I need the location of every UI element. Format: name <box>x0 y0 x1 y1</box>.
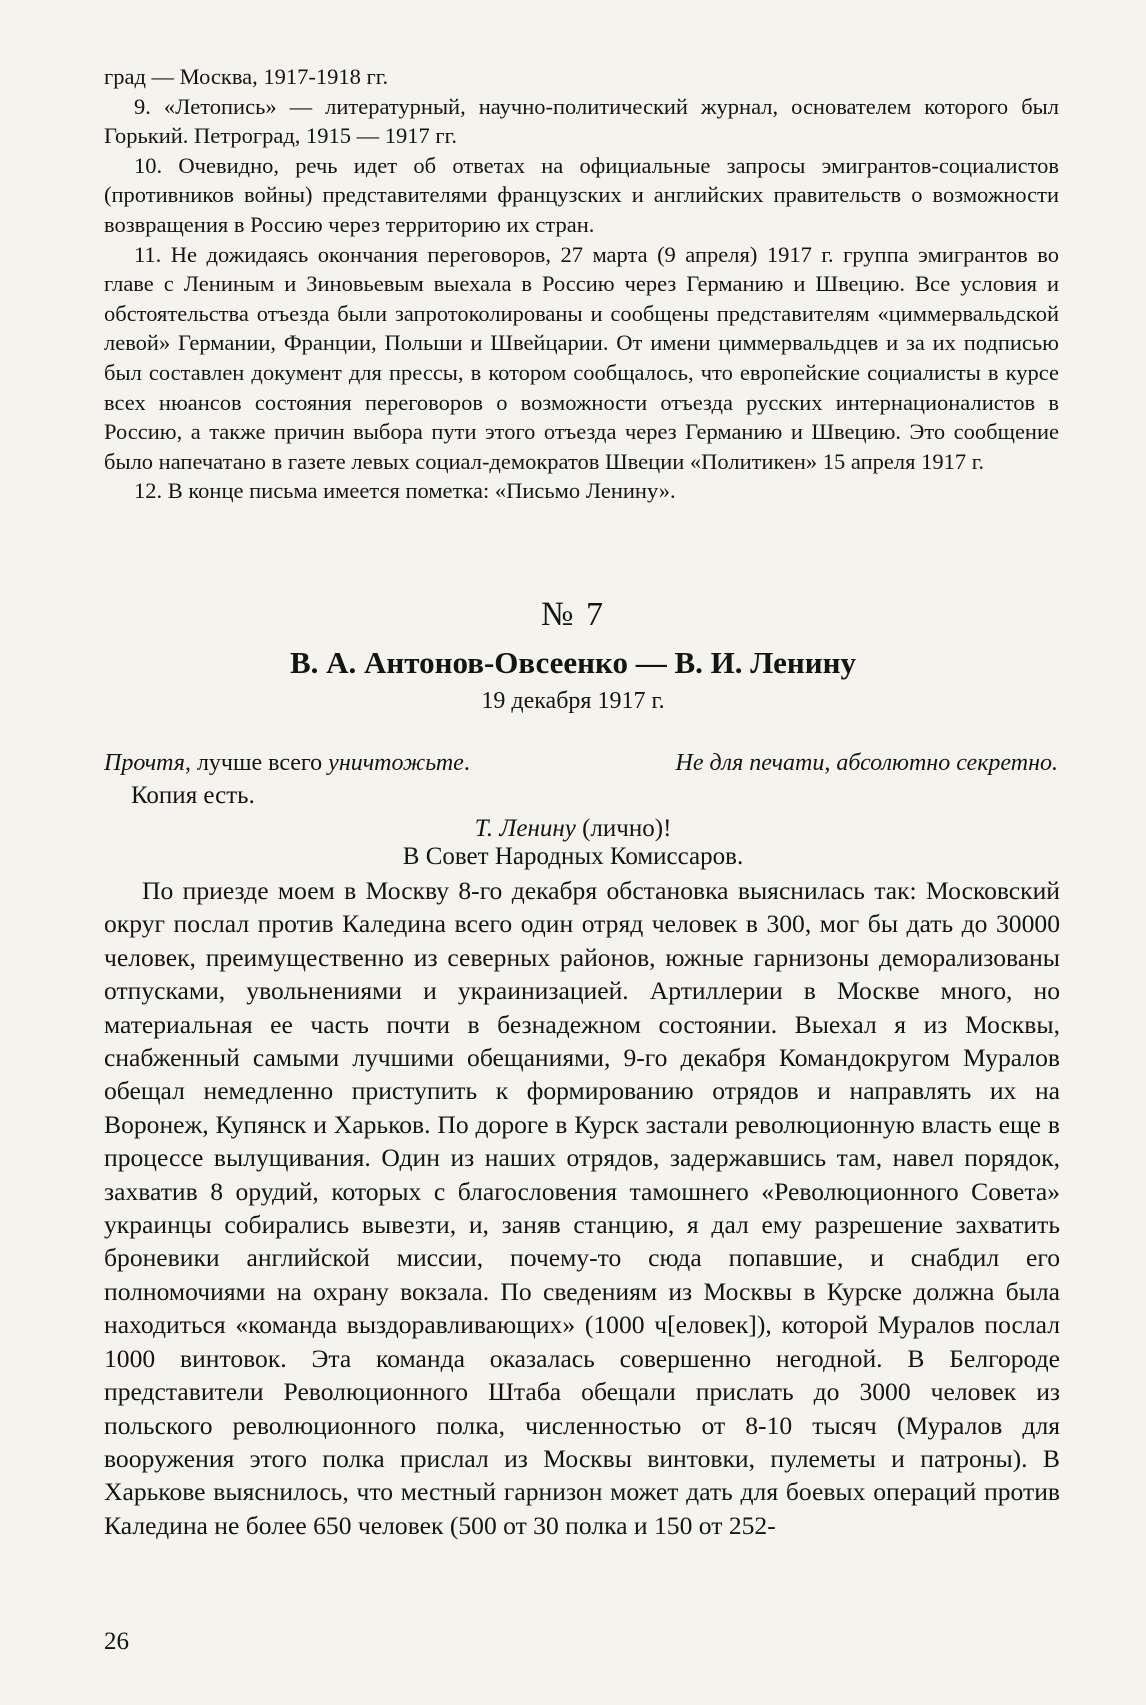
letter-paragraph: По приезде моем в Москву 8-го декабря обстановка выяснилась так: Московский округ послал против Каледина всего один отряд человек в 300, мог бы дать до 30000 человек, преимущественно из северных районов, южные гарнизоны деморализованы отпусками, увольнениями и украинизацией. Артиллерии в Москве много, но материальная ее часть почти в безнадежном состоянии. Выехал я из Москвы, снабженный самыми лучшими обещаниями, 9-го декабря Командокругом Муралов обещал немедленно приступить к формированию отрядов и направлять их на Воронеж, Купянск и Харьков. По дороге в Курск застали революционную власть еще в процессе вылущивания. Один из наших отрядов, задержавшись там, навел порядок, захватив 8 орудий, которых с благословения тамошнего «Революционного Совета» украинцы собирались вывезти, и, заняв станцию, я дал ему разрешение захватить броневики английской миссии, почему-то сюда попавшие, и снабдил его полномочиями на охрану вокзала. По сведениям из Москвы в Курске должна была находиться «команда выздоравливающих» (1000 ч[еловек]), которой Муралов послал 1000 винтовок. Эта команда оказалась совершенно негодной. В Белгороде представители Революционного Штаба обещали прислать до 3000 человек из польского революционного полка, численностью от 8-10 тысяч (Муралов для вооружения этого полка прислал из Москвы винтовки, пулеметы и патроны). В Харькове выяснилось, что местный гарнизон может дать для боевых операций против Каледина не более 650 человек (500 от 30 полка и 150 от 252- <box>104 876 1060 1540</box>
note-item-9: 9. «Летопись» — литературный, научно-политический журнал, основателем которого был Горький. Петроград, 1915 — 1917 гг. <box>104 93 1059 149</box>
remark-word-read: Прочтя <box>104 750 185 776</box>
note-item-12: 12. В конце письма имеется пометка: «Письмо Ленину». <box>134 478 676 504</box>
addressee-note: (лично)! <box>575 815 672 842</box>
note-continuation: град — Москва, 1917-1918 гг. <box>104 64 389 89</box>
page-number: 26 <box>104 1628 129 1655</box>
note-item-10: 10. Очевидно, речь идет об ответах на официальные запросы эмигрантов-социалистов (противников войны) представителями французских и английских правительств о возможности возвращения в Россию через территорию их стран. <box>104 152 1059 237</box>
document-number: № 7 <box>541 596 605 633</box>
council-line: В Совет Народных Комиссаров. <box>402 843 744 870</box>
destroy-remark <box>104 750 470 777</box>
letter-body <box>104 874 1060 1542</box>
remark-mid: , лучше всего <box>184 750 329 776</box>
remark-end: . <box>463 750 470 776</box>
addressee <box>0 815 1146 843</box>
document-date: 19 декабря 1917 г. <box>481 688 665 714</box>
note-item-11: 11. Не дожидаясь окончания переговоров, 27 марта (9 апреля) 1917 г. группа эмигрантов во главе с Лениным и Зиновьевым выехала в Россию через Германию и Швецию. Все условия и обстоятельства отъезда были запротоколированы и сообщены представителям «циммервальдской левой» Германии, Франции, Польши и Швейцарии. От имени циммервальдцев и за их подписью был составлен документ для прессы, в котором сообщалось, что европейские социалисты в курсе всех нюансов состояния переговоров о возможности отъезда русских интернационалистов в Россию, а также причин выбора пути этого отъезда через Германию и Швецию. Это сообщение было напечатано в газете левых социал-демократов Швеции «Политикен» 15 апреля 1917 г. <box>104 241 1059 474</box>
addressee-name: Т. Ленину <box>474 815 576 842</box>
secrecy-remark: Не для печати, абсолютно секретно. <box>675 750 1058 776</box>
endnotes-section <box>104 62 1059 506</box>
remark-word-destroy: уничтожьте <box>328 750 464 776</box>
document-title: В. А. Антонов-Овсеенко — В. И. Ленину <box>289 645 856 680</box>
copy-note: Копия есть. <box>131 782 255 809</box>
